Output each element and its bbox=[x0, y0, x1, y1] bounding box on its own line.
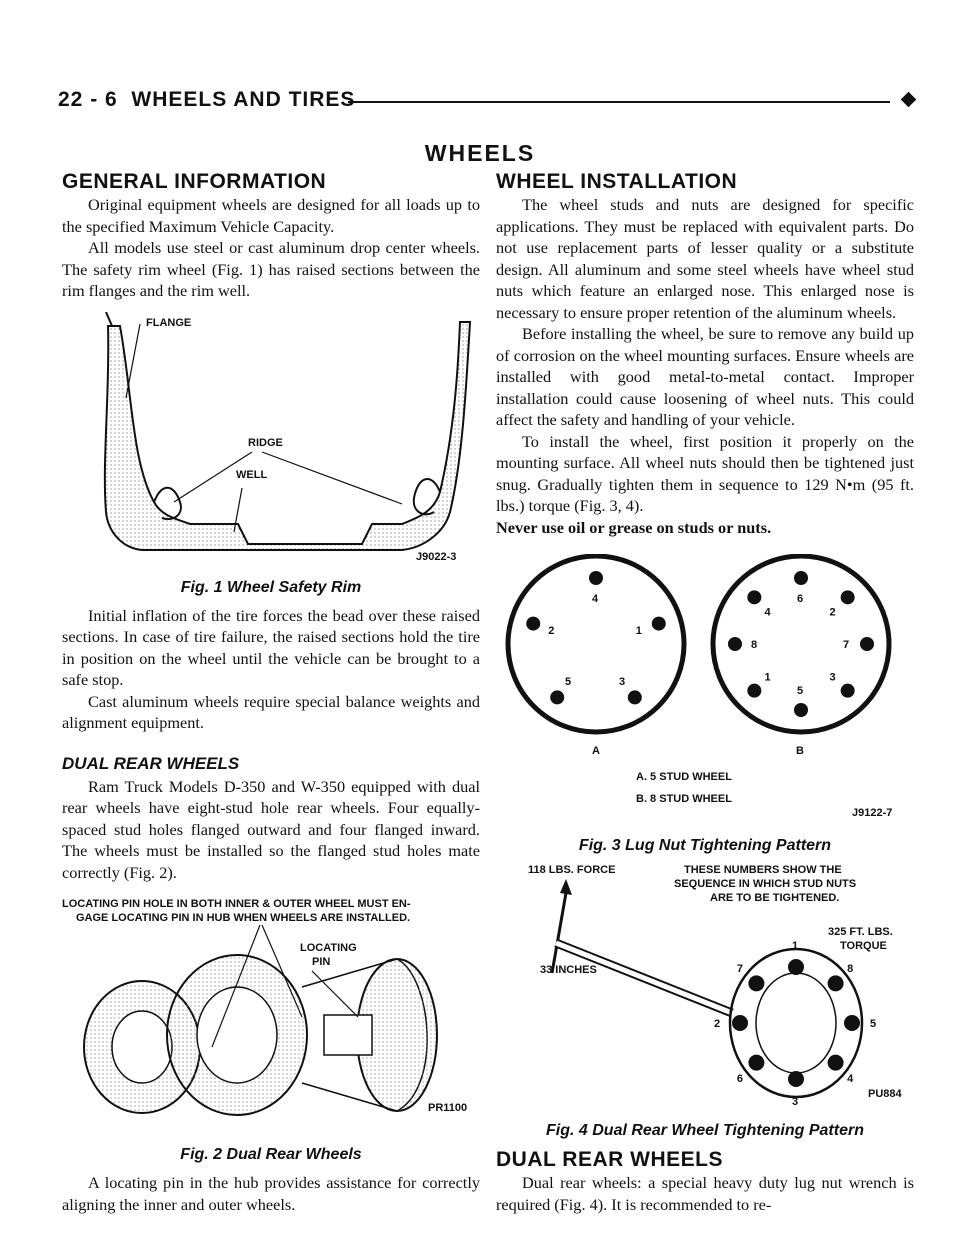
label-locating: LOCATING bbox=[300, 942, 357, 954]
lug-nut-sequence-number: 2 bbox=[714, 1018, 721, 1030]
lug-nut-dot bbox=[748, 975, 764, 991]
lug-nut-dot bbox=[589, 571, 603, 585]
lug-nut-dot bbox=[652, 617, 666, 631]
lug-nut-sequence-number: 8 bbox=[847, 962, 854, 975]
paragraph: Ram Truck Models D-350 and W-350 equipped with dual rear wheels have eight-stud hole rear wheels. Four equally-spaced stud holes flanged outward and four flanged inward. The wheels must be installed so the flanged stud holes mate correctly (Fig. 2). bbox=[62, 776, 480, 882]
dual-wheel-nuts bbox=[714, 940, 876, 1108]
warning-paragraph: Never use oil or grease on studs or nuts. bbox=[496, 517, 772, 537]
lug-nut-sequence-number: 5 bbox=[797, 685, 804, 697]
lug-nut-sequence-number: 3 bbox=[619, 676, 626, 689]
paragraph: Dual rear wheels: a special heavy duty lug nut wrench is required (Fig. 4). It is recommended to re- bbox=[496, 1173, 914, 1214]
lug-nut-sequence-number: 7 bbox=[843, 639, 850, 651]
figure-1-wheel-safety-rim bbox=[62, 312, 480, 571]
page-header bbox=[58, 88, 920, 118]
paragraph: The wheel studs and nuts are designed for specific applications. They must be replaced with equivalent parts. Do not use replacement parts of lesser quality or a substitute design. All aluminum and some steel wheels have wheel stud nuts which feature an enlarged nose. This enlarged nose is necessary to ensure proper retention of the aluminum wheels. bbox=[496, 195, 914, 322]
lug-nut-sequence-number: 1 bbox=[635, 624, 642, 637]
figure-3-lug-nut-pattern bbox=[496, 554, 914, 829]
lug-nut-pattern-illustration bbox=[496, 554, 914, 824]
legend-five-stud: A. 5 STUD WHEEL bbox=[636, 771, 732, 783]
figure-2-dual-rear-wheels bbox=[62, 897, 480, 1128]
note-line-3: ARE TO BE TIGHTENED. bbox=[710, 892, 840, 904]
label-pin: PIN bbox=[312, 956, 331, 968]
lug-nut-dot bbox=[628, 690, 642, 704]
right-column bbox=[496, 170, 914, 1215]
paragraph: Cast aluminum wheels require special balance weights and alignment equipment. bbox=[62, 691, 480, 732]
five-stud-nuts bbox=[526, 571, 666, 704]
heading-general-information: GENERAL INFORMATION bbox=[62, 170, 327, 193]
lug-nut-sequence-number: 1 bbox=[764, 671, 771, 684]
lug-nut-sequence-number: 8 bbox=[751, 639, 758, 651]
page-number-and-section: 22 - 6 WHEELS AND TIRES bbox=[58, 88, 356, 111]
lug-nut-dot bbox=[728, 637, 742, 651]
figure-code: J9122-7 bbox=[852, 807, 893, 819]
paragraph: Initial inflation of the tire forces the bead over these raised sections. In case of tire failure, the raised sections hold the tire in position on the wheel until the vehicle can be brought to a safe stop. bbox=[62, 605, 480, 689]
label-force: 118 LBS. FORCE bbox=[528, 864, 616, 876]
label-flange: FLANGE bbox=[146, 316, 192, 329]
heading-wheel-installation: WHEEL INSTALLATION bbox=[496, 170, 738, 193]
header-rule bbox=[348, 101, 890, 103]
eight-stud-nuts bbox=[728, 571, 874, 717]
lug-nut-dot bbox=[550, 690, 564, 704]
lug-nut-sequence-number: 2 bbox=[548, 624, 555, 637]
label-inches: 33 INCHES bbox=[540, 964, 597, 976]
lug-nut-dot bbox=[794, 571, 808, 585]
paragraph: Original equipment wheels are designed for all loads up to the specified Maximum Vehicle Capacity. bbox=[62, 195, 480, 236]
lug-nut-dot bbox=[828, 975, 844, 991]
lug-nut-sequence-number: 6 bbox=[736, 1073, 743, 1086]
lug-nut-sequence-number: 4 bbox=[764, 606, 771, 619]
paragraph: All models use steel or cast aluminum drop center wheels. The safety rim wheel (Fig. 1) has raised sections between the rim flanges and the rim well. bbox=[62, 238, 480, 300]
figure-1-caption: Fig. 1 Wheel Safety Rim bbox=[180, 578, 362, 596]
heading-dual-rear-wheels: DUAL REAR WHEELS bbox=[62, 753, 240, 773]
lug-nut-sequence-number: 1 bbox=[792, 940, 799, 952]
lug-nut-sequence-number: 6 bbox=[797, 593, 804, 605]
figure-2-caption: Fig. 2 Dual Rear Wheels bbox=[180, 1146, 362, 1163]
figure-2-note-line-2: GAGE LOCATING PIN IN HUB WHEN WHEELS ARE INSTALLED. bbox=[76, 912, 411, 924]
wheel-safety-rim-illustration bbox=[62, 312, 480, 566]
lug-nut-dot bbox=[526, 617, 540, 631]
lug-nut-sequence-number: 2 bbox=[829, 606, 836, 619]
lug-nut-dot bbox=[748, 1055, 764, 1071]
lug-nut-dot bbox=[788, 1071, 804, 1087]
dual-wheel-tightening-illustration bbox=[496, 863, 914, 1109]
lug-nut-sequence-number: 4 bbox=[592, 593, 599, 605]
page-title: WHEELS bbox=[424, 140, 536, 166]
label-torque: TORQUE bbox=[840, 940, 887, 952]
dual-rear-wheels-illustration bbox=[62, 897, 480, 1123]
lug-nut-sequence-number: 3 bbox=[829, 671, 836, 684]
paragraph: To install the wheel, first position it properly on the mounting surface. All wheel nuts should then be tightened just snug. Gradually tighten them in sequence to 129 N•m (95 ft. lbs.) torque (Fig. 3, 4). bbox=[496, 431, 914, 515]
lug-nut-sequence-number: 3 bbox=[792, 1096, 799, 1108]
lug-nut-dot bbox=[860, 637, 874, 651]
lug-nut-dot bbox=[747, 684, 761, 698]
note-line-1: THESE NUMBERS SHOW THE bbox=[684, 864, 842, 876]
label-b: B bbox=[796, 745, 804, 757]
paragraph: A locating pin in the hub provides assistance for correctly aligning the inner and outer wheels. bbox=[62, 1173, 480, 1214]
figure-code: J9022-3 bbox=[416, 550, 457, 563]
figure-3-caption: Fig. 3 Lug Nut Tightening Pattern bbox=[578, 837, 832, 854]
figure-2-note-line-1: LOCATING PIN HOLE IN BOTH INNER & OUTER WHEEL MUST EN- bbox=[62, 898, 411, 910]
lug-nut-dot bbox=[747, 590, 761, 604]
figure-4-dual-wheel-tightening bbox=[496, 863, 914, 1114]
lug-nut-dot bbox=[732, 1015, 748, 1031]
legend-eight-stud: B. 8 STUD WHEEL bbox=[636, 793, 732, 805]
paragraph: Before installing the wheel, be sure to remove any build up of corrosion on the wheel mounting surfaces. Ensure wheels are installed with good metal-to-metal contact. Improper installation could cause loosening of wheel nuts. This could affect the safety and handling of your vehicle. bbox=[496, 324, 914, 429]
figure-4-caption: Fig. 4 Dual Rear Wheel Tightening Pattern bbox=[546, 1122, 864, 1139]
lug-nut-sequence-number: 7 bbox=[736, 962, 743, 975]
label-a: A bbox=[592, 745, 600, 757]
lug-nut-sequence-number: 4 bbox=[847, 1073, 854, 1086]
figure-code: PU884 bbox=[868, 1088, 902, 1100]
lug-nut-sequence-number: 5 bbox=[564, 676, 572, 689]
lug-nut-dot bbox=[788, 959, 804, 975]
figure-code: PR1100 bbox=[428, 1102, 468, 1114]
note-line-2: SEQUENCE IN WHICH STUD NUTS bbox=[674, 878, 857, 890]
lug-nut-sequence-number: 5 bbox=[870, 1018, 877, 1030]
label-ridge: RIDGE bbox=[248, 436, 283, 449]
lug-nut-dot bbox=[841, 684, 855, 698]
lug-nut-dot bbox=[828, 1055, 844, 1071]
left-column bbox=[62, 170, 480, 1215]
heading-dual-rear-wheels-right: DUAL REAR WHEELS bbox=[496, 1148, 723, 1171]
diamond-icon bbox=[901, 92, 917, 108]
label-torque-value: 325 FT. LBS. bbox=[828, 926, 893, 938]
lug-nut-dot bbox=[841, 590, 855, 604]
label-well: WELL bbox=[236, 468, 268, 481]
lug-nut-dot bbox=[844, 1015, 860, 1031]
lug-nut-dot bbox=[794, 703, 808, 717]
